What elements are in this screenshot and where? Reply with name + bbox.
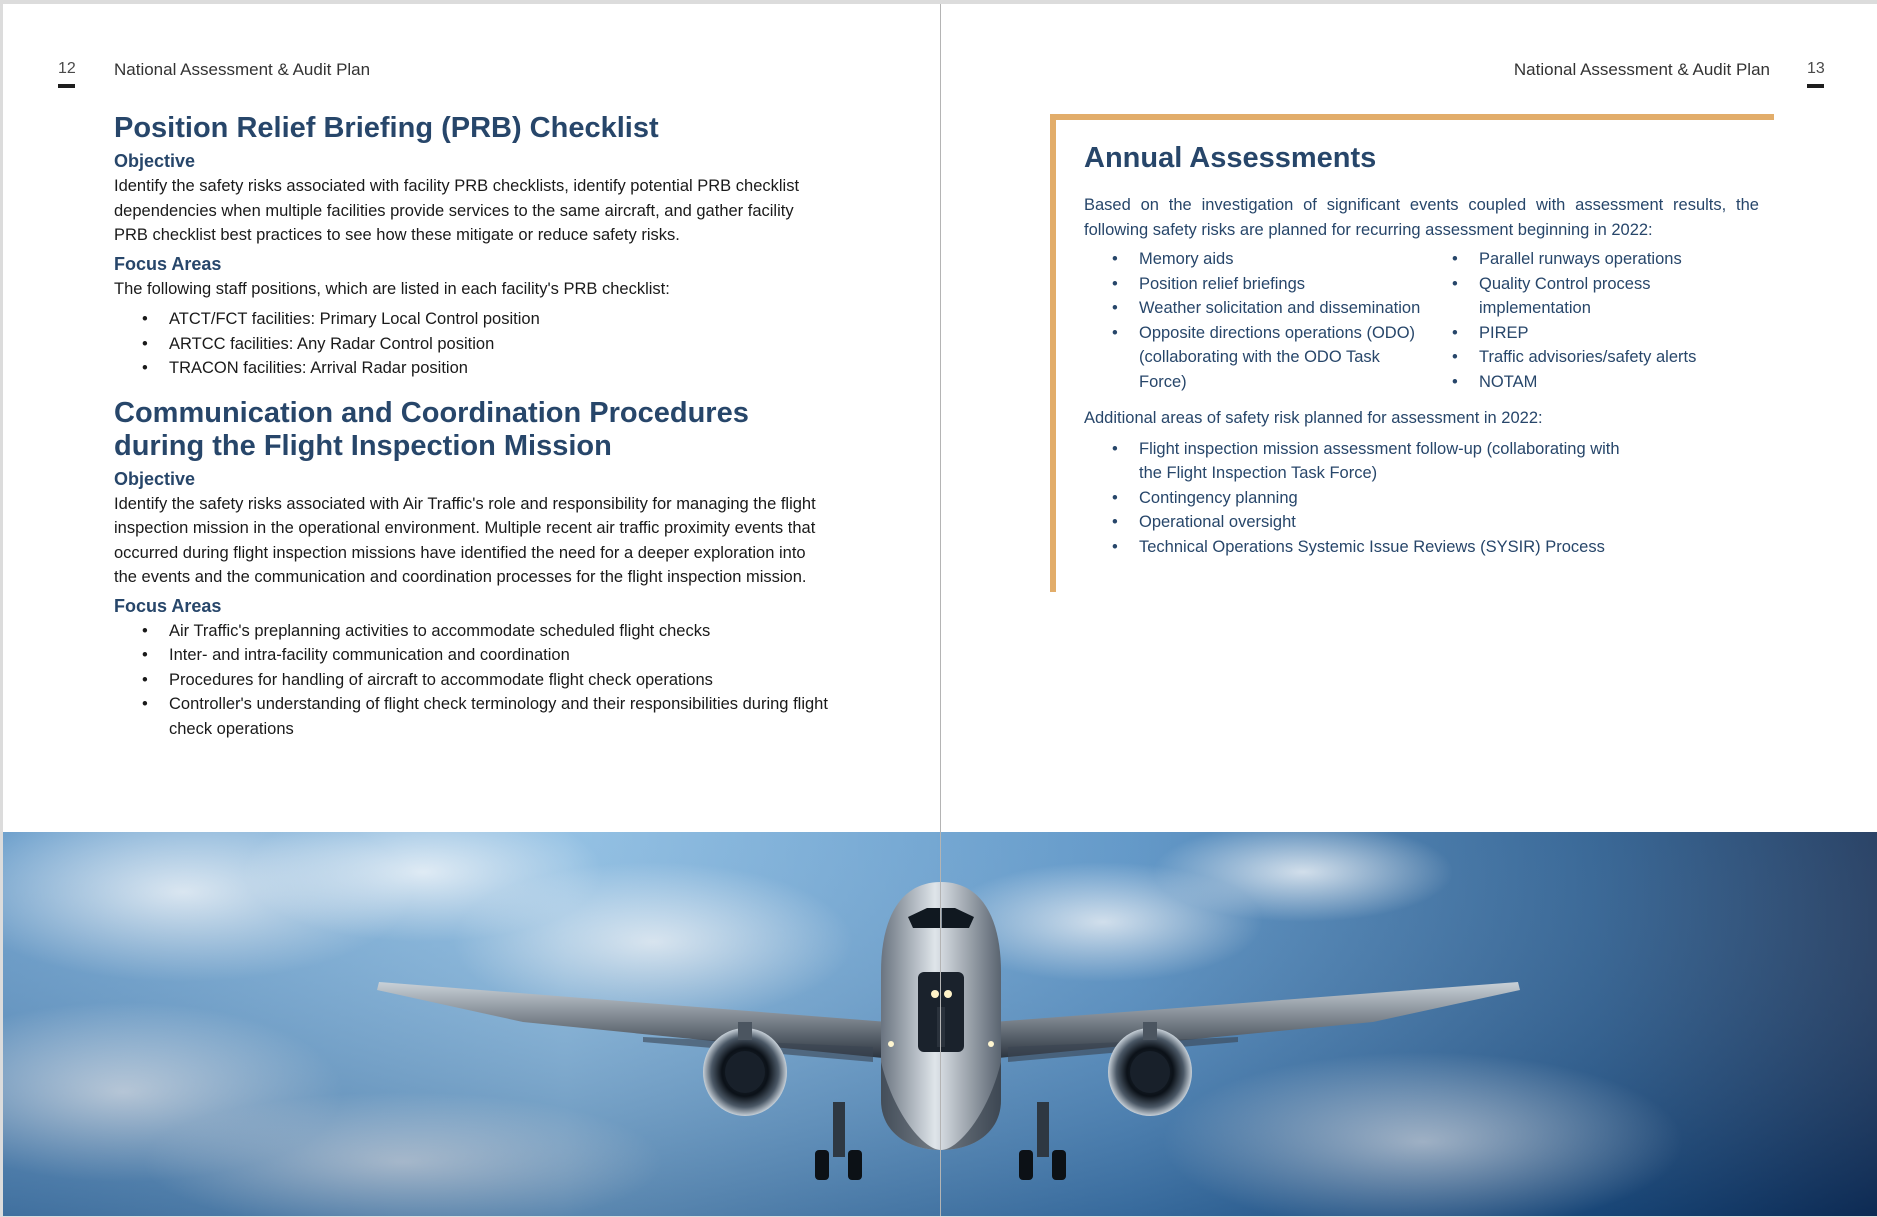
list-item: • Quality Control process implementation: [1424, 272, 1764, 321]
list-item: • PIREP: [1424, 321, 1764, 346]
document-spread: [3, 4, 1877, 1216]
section-title-communication: Communication and Coordination Procedures during the Flight Inspection Mission: [114, 396, 749, 462]
annual-assessments-callout: [1050, 114, 1774, 592]
focus-areas-heading: Focus Areas: [114, 595, 222, 616]
focus-areas-intro: The following staff positions, which are listed in each facility's PRB checklist:: [114, 279, 670, 298]
objective-text: Identify the safety risks associated with facility PRB checklists, identify potential PRB checklist dependencies when multiple facilities provide services to the same aircraft, and gather facility PRB checklist best practices to see how these mitigate or reduce safety risks.: [114, 177, 800, 244]
additional-risk-list: [1084, 437, 1624, 560]
list-item: • Controller's understanding of flight check terminology and their responsibilities during flight check operations: [114, 692, 829, 741]
list-item: • Flight inspection mission assessment follow-up (collaborating with the Flight Inspection Task Force): [1084, 437, 1624, 486]
list-item: • Inter- and intra-facility communication and coordination: [114, 643, 829, 668]
page-number-left: [58, 60, 76, 88]
list-item: • Procedures for handling of aircraft to accommodate flight check operations: [114, 668, 829, 693]
page-number-underline: [58, 84, 75, 88]
running-title-left: National Assessment & Audit Plan: [114, 60, 371, 79]
objective-heading: Objective: [114, 151, 196, 171]
list-item: • ATCT/FCT facilities: Primary Local Control position: [114, 307, 829, 332]
list-item: • Air Traffic's preplanning activities to accommodate scheduled flight checks: [114, 619, 829, 644]
additional-risk-intro: Additional areas of safety risk planned for assessment in 2022:: [1084, 409, 1543, 427]
page-number-underline: [1807, 84, 1824, 88]
page-spine: [940, 4, 941, 1216]
list-item: • Parallel runways operations: [1424, 247, 1764, 272]
page-number-left-text: 12: [58, 60, 76, 77]
list-item: • Contingency planning: [1084, 486, 1624, 511]
recurring-risk-list-2: [1424, 247, 1764, 394]
focus-areas-heading: Focus Areas: [114, 253, 222, 274]
recurring-risk-columns: [1084, 247, 1759, 394]
page-number-right-text: 13: [1807, 60, 1825, 77]
list-item: • Position relief briefings: [1084, 272, 1424, 297]
section-title-prb: Position Relief Briefing (PRB) Checklist: [114, 112, 659, 144]
recurring-risk-list-1: [1084, 247, 1424, 394]
list-item: • Operational oversight: [1084, 510, 1624, 535]
callout-title: Annual Assessments: [1084, 142, 1377, 174]
list-item: • Memory aids: [1084, 247, 1424, 272]
list-item: • Traffic advisories/safety alerts: [1424, 345, 1764, 370]
list-item: • Opposite directions operations (ODO) (collaborating with the ODO Task Force): [1084, 321, 1424, 395]
left-page-content: [114, 112, 829, 741]
list-item: • Weather solicitation and dissemination: [1084, 296, 1424, 321]
list-item: • ARTCC facilities: Any Radar Control position: [114, 332, 829, 357]
focus-areas-list: [114, 307, 829, 381]
list-item: • TRACON facilities: Arrival Radar position: [114, 356, 829, 381]
running-title-right: National Assessment & Audit Plan: [1513, 60, 1770, 79]
page-number-right: [1807, 60, 1825, 88]
objective-heading: Objective: [114, 468, 196, 489]
list-item: • Technical Operations Systemic Issue Reviews (SYSIR) Process: [1084, 535, 1779, 560]
list-item: • NOTAM: [1424, 370, 1764, 395]
focus-areas-list: [114, 619, 829, 742]
callout-intro: Based on the investigation of significant events coupled with assessment results, the following safety risks are planned for recurring assessment beginning in 2022:: [1084, 196, 1759, 239]
objective-text: Identify the safety risks associated with Air Traffic's role and responsibility for managing the flight inspection mission in the operational environment. Multiple recent air traffic proximity events that occurred during flight inspection missions have identified the need for a deeper exploration into the events and the communication and coordination processes for the flight inspection mission.: [114, 494, 816, 586]
